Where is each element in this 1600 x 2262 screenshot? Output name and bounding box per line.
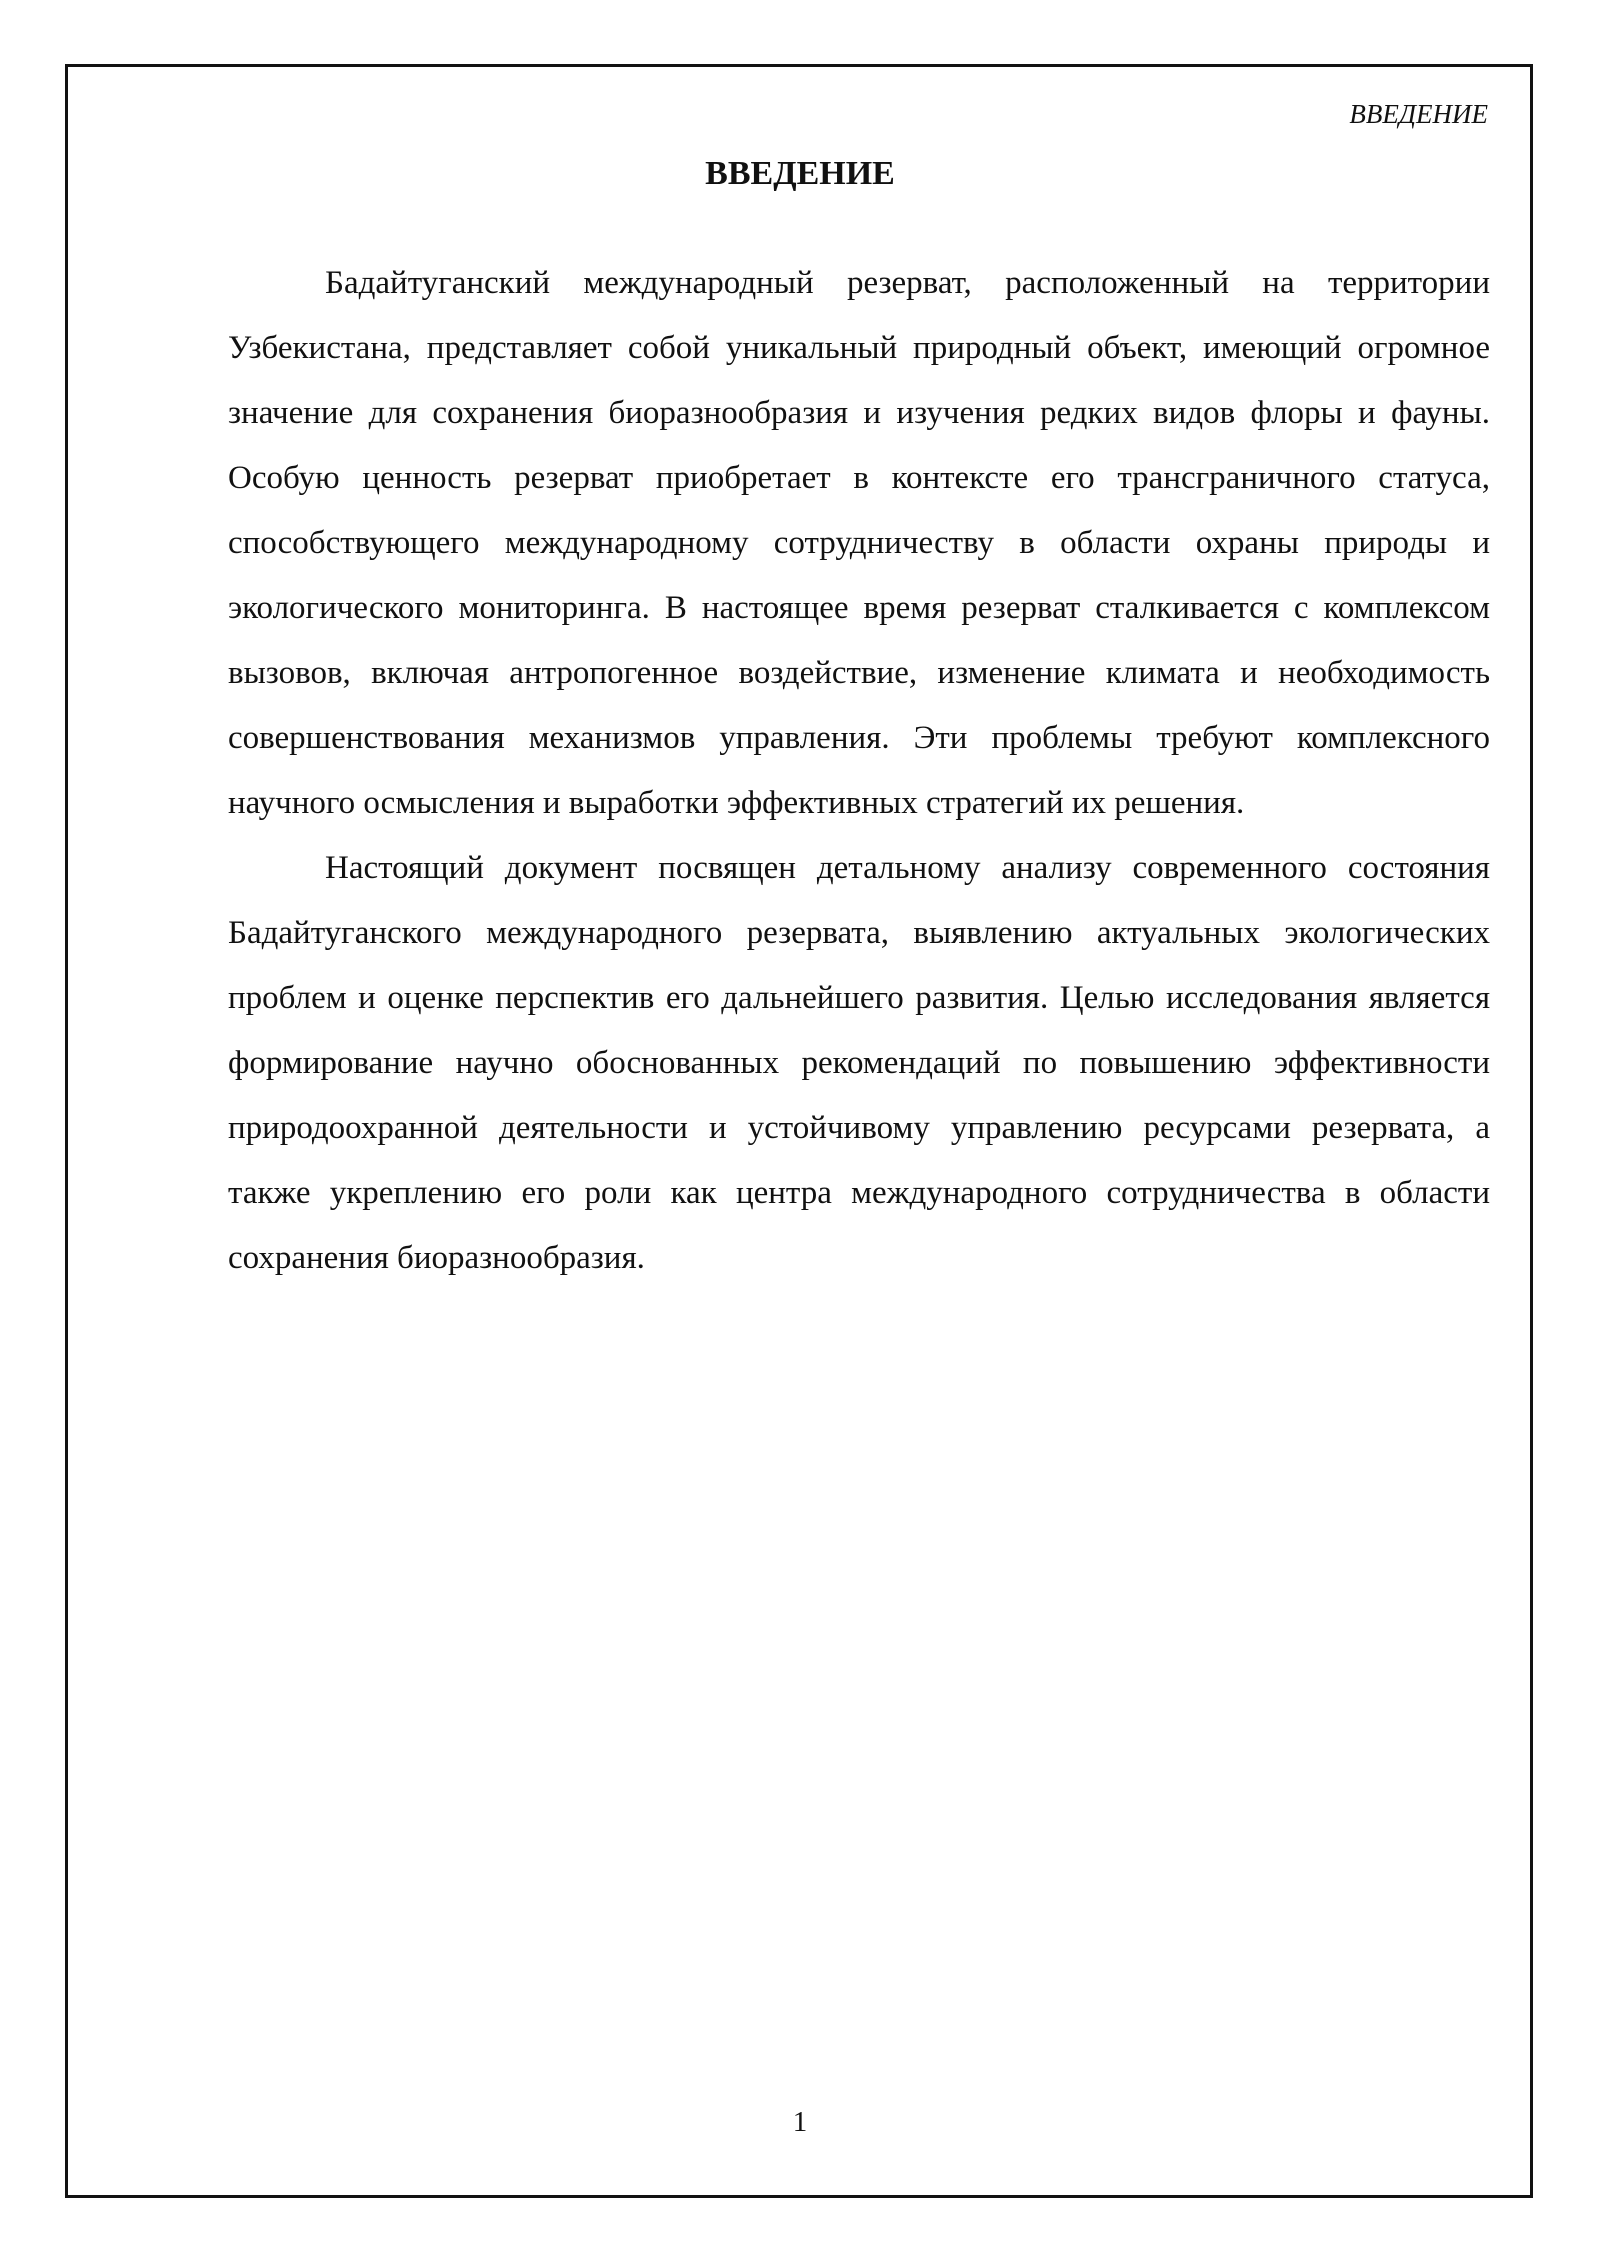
running-header: ВВЕДЕНИЕ: [1349, 99, 1488, 129]
paragraph: Настоящий документ посвящен детальному анализу современного состояния Бадайтуганского международного резервата, выявлению актуальных экологических проблем и оценке перспектив его дальнейшего развития. Целью исследования является формирование научно обоснованных рекомендаций по повышению эффективности природоохранной деятельности и устойчивому управлению ресурсами резервата, а также укреплению его роли как центра международного сотрудничества в области сохранения биоразнообразия.: [228, 850, 1490, 1276]
document-title: ВВЕДЕНИЕ: [705, 155, 895, 192]
document-body: [228, 251, 1490, 1291]
page-number: 1: [792, 2106, 808, 2138]
paragraph: Бадайтуганский международный резерват, расположенный на территории Узбекистана, представляет собой уникальный природный объект, имеющий огромное значение для сохранения биоразнообразия и изучения редких видов флоры и фауны. Особую ценность резерват приобретает в контексте его трансграничного статуса, способствующего международному сотрудничеству в области охраны природы и экологического мониторинга. В настоящее время резерват сталкивается с комплексом вызовов, включая антропогенное воздействие, изменение климата и необходимость совершенствования механизмов управления. Эти проблемы требуют комплексного научного осмысления и выработки эффективных стратегий их решения.: [228, 265, 1490, 821]
